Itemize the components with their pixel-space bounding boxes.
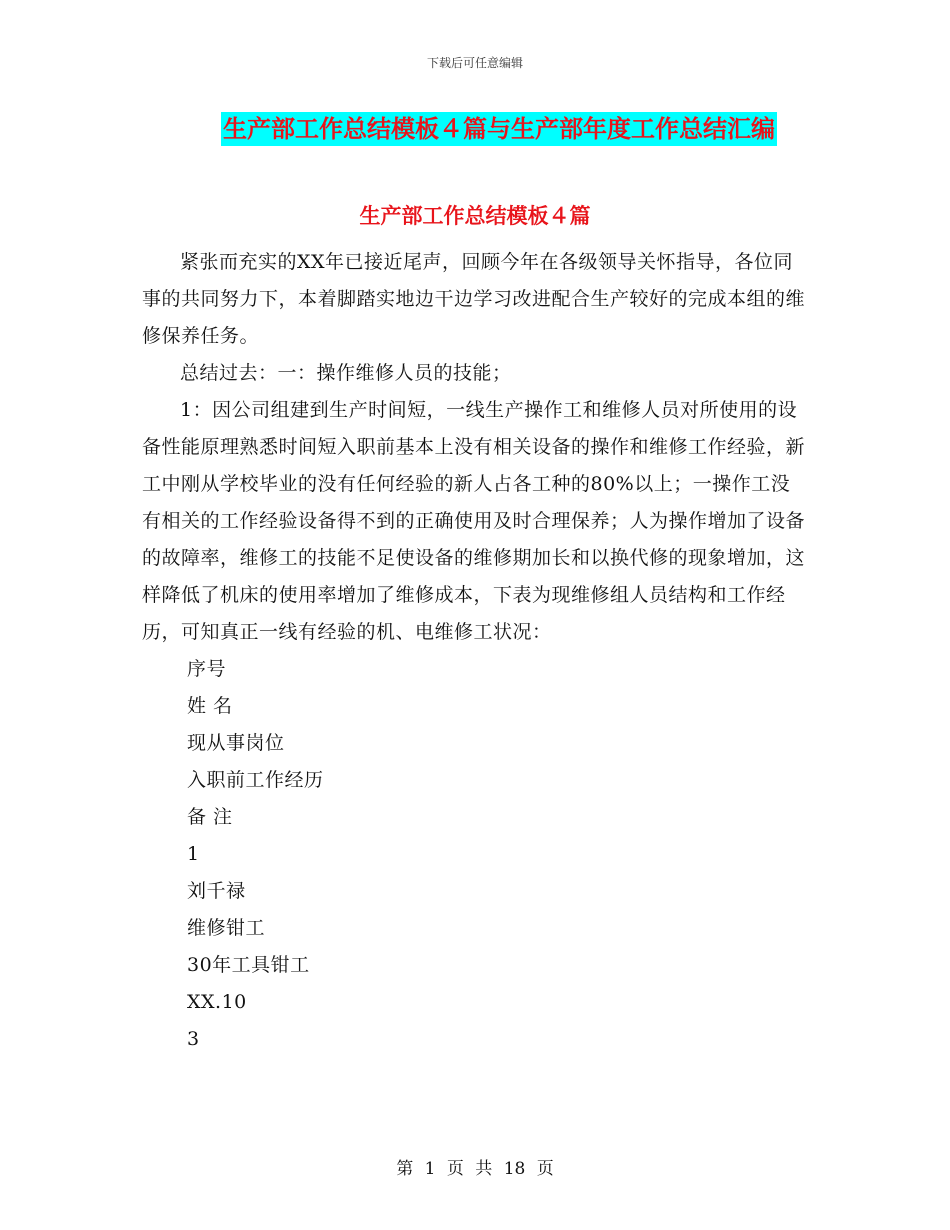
table-cell-line: 姓 名 <box>187 695 233 717</box>
header-note: 下载后可任意编辑 <box>426 56 523 70</box>
document-body <box>142 244 807 1058</box>
table-cell-line: 1 <box>187 843 200 865</box>
paragraph: 总结过去：一：操作维修人员的技能； <box>180 362 512 384</box>
main-title-container <box>0 112 950 146</box>
table-cell-line: 30年工具钳工 <box>187 954 310 976</box>
paragraph: 紧张而充实的XX年已接近尾声，回顾今年在各级领导关怀指导，各位同事的共同努力下，本着脚踏实地边干边学习改进配合生产较好的完成本组的维修保养任务。 <box>142 251 806 347</box>
table-cell-line: 现从事岗位 <box>187 732 285 754</box>
table-cell-line: 备 注 <box>187 806 233 828</box>
table-cell-line: 维修钳工 <box>187 917 266 939</box>
table-cell-line: 序号 <box>187 658 227 680</box>
paragraph: 1：因公司组建到生产时间短，一线生产操作工和维修人员对所使用的设备性能原理熟悉时间短入职前基本上没有相关设备的操作和维修工作经验，新工中刚从学校毕业的没有任何经验的新人占各工种的80%以上；一操作工没有相关的工作经验设备得不到的正确使用及时合理保养；人为操作增加了设备的故障率，维修工的技能不足使设备的维修期加长和以换代修的现象增加，这样降低了机床的使用率增加了维修成本，下表为现维修组人员结构和工作经历，可知真正一线有经验的机、电维修工状况： <box>142 399 806 643</box>
page-number-footer: 第 1 页 共 18 页 <box>396 1159 554 1179</box>
table-cell-line: XX.10 <box>187 991 247 1013</box>
main-title: 生产部工作总结模板４篇与生产部年度工作总结汇编 <box>221 112 777 146</box>
table-cell-line: 3 <box>187 1028 200 1050</box>
sub-title: 生产部工作总结模板４篇 <box>359 203 591 228</box>
table-cell-line: 刘千禄 <box>187 880 246 902</box>
table-cell-line: 入职前工作经历 <box>187 769 324 791</box>
